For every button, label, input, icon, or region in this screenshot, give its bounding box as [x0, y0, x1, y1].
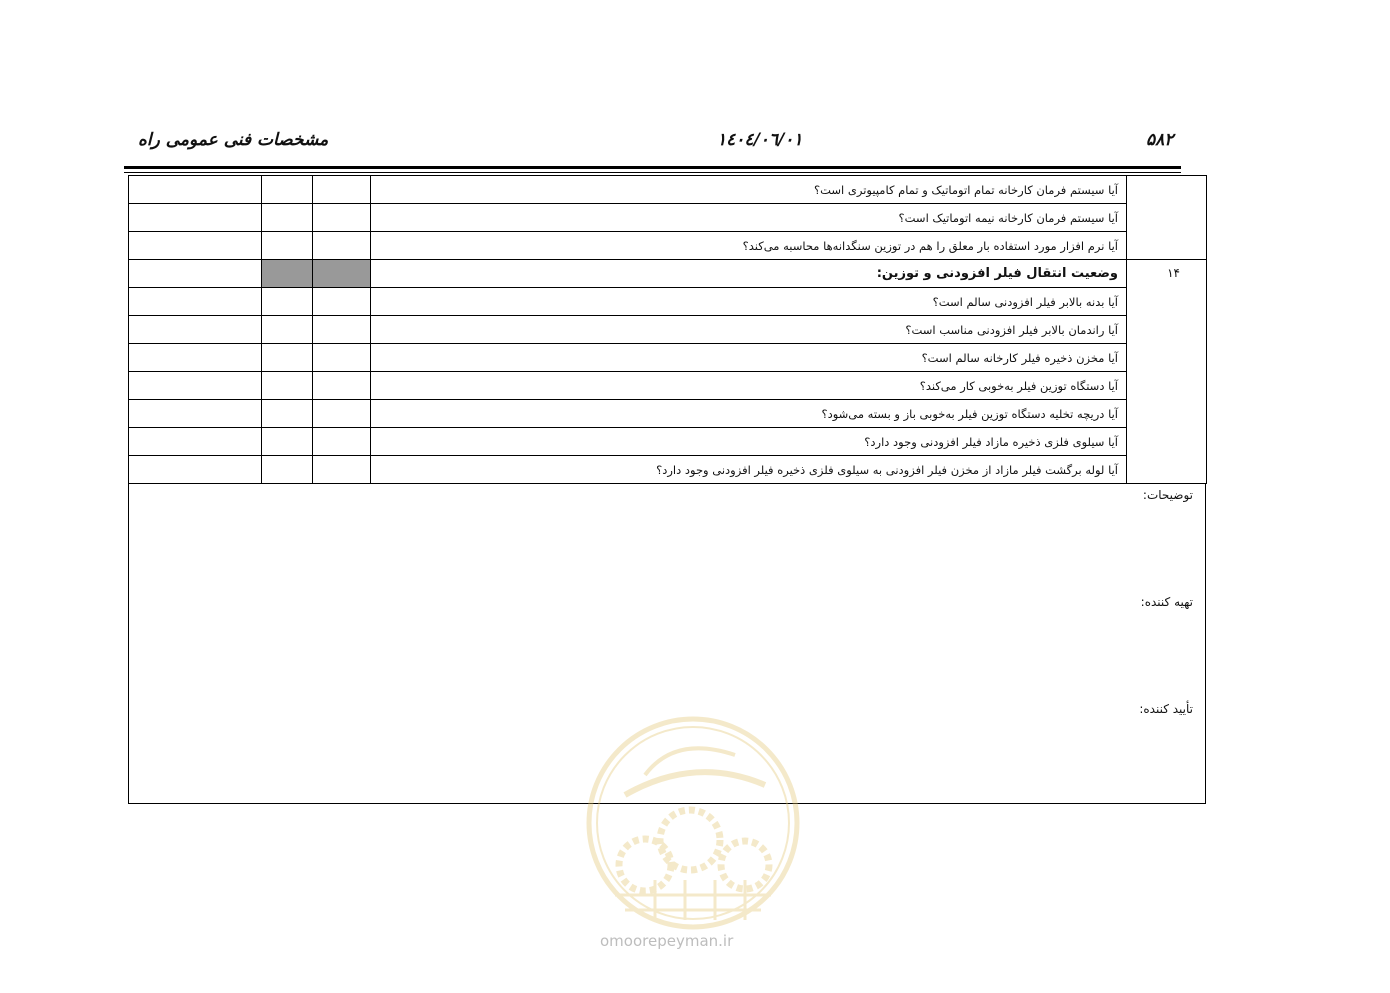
check-cell-no: [262, 428, 313, 456]
section-heading: وضعیت انتقال فیلر افزودنی و توزین:: [371, 260, 1127, 288]
approved-by-label: تأیید کننده:: [1139, 702, 1193, 716]
remarks-cell: [129, 316, 262, 344]
check-cell-no: [262, 456, 313, 484]
question-text: آیا لوله برگشت فیلر مازاد از مخزن فیلر افزودنی به سیلوی فلزی ذخیره فیلر افزودنی وجود دارد؟: [371, 456, 1127, 484]
check-cell-no: [262, 260, 313, 288]
remarks-cell: [129, 288, 262, 316]
table-row: [129, 428, 1207, 456]
table-row: [129, 316, 1207, 344]
book-title: مشخصات فنی عمومی راه: [138, 130, 329, 150]
question-text: آیا سیستم فرمان کارخانه نیمه اتوماتیک است؟: [371, 204, 1127, 232]
check-cell-no: [262, 204, 313, 232]
remarks-cell: [129, 176, 262, 204]
check-cell-yes: [313, 260, 371, 288]
question-text: آیا مخزن ذخیره فیلر کارخانه سالم است؟: [371, 344, 1127, 372]
page-number: ۵۸۲: [1146, 130, 1174, 150]
table-row: [129, 456, 1207, 484]
checklist-table: [128, 175, 1207, 484]
check-cell-yes: [313, 176, 371, 204]
prepared-by-label: تهیه کننده:: [1140, 595, 1193, 609]
check-cell-no: [262, 232, 313, 260]
check-cell-yes: [313, 344, 371, 372]
remarks-cell: [129, 456, 262, 484]
table-row: [129, 204, 1207, 232]
check-cell-no: [262, 344, 313, 372]
check-cell-no: [262, 176, 313, 204]
check-cell-no: [262, 316, 313, 344]
document-date: ۱٤۰٤/۰٦/۰۱: [717, 130, 803, 150]
check-cell-yes: [313, 400, 371, 428]
question-text: آیا دستگاه توزین فیلر به‌خوبی کار می‌کند؟: [371, 372, 1127, 400]
check-cell-no: [262, 288, 313, 316]
header-rule-thick: [124, 166, 1181, 169]
table-row: [129, 260, 1207, 288]
check-cell-yes: [313, 288, 371, 316]
header-rule-thin: [124, 172, 1181, 173]
item-number-cell: ۱۴: [1127, 260, 1207, 484]
check-cell-yes: [313, 428, 371, 456]
item-number-cell: [1127, 176, 1207, 260]
check-cell-yes: [313, 372, 371, 400]
watermark-site: omoorepeyman.ir: [600, 932, 734, 950]
remarks-cell: [129, 204, 262, 232]
question-text: آیا راندمان بالابر فیلر افزودنی مناسب است؟: [371, 316, 1127, 344]
question-text: آیا سیستم فرمان کارخانه تمام اتوماتیک و تمام کامپیوتری است؟: [371, 176, 1127, 204]
table-row: [129, 288, 1207, 316]
remarks-cell: [129, 232, 262, 260]
question-text: آیا بدنه بالابر فیلر افزودنی سالم است؟: [371, 288, 1127, 316]
question-text: آیا سیلوی فلزی ذخیره مازاد فیلر افزودنی وجود دارد؟: [371, 428, 1127, 456]
remarks-cell: [129, 344, 262, 372]
remarks-cell: [129, 400, 262, 428]
remarks-cell: [129, 260, 262, 288]
check-cell-yes: [313, 456, 371, 484]
table-row: [129, 176, 1207, 204]
notes-label: توضیحات:: [1142, 488, 1193, 502]
remarks-cell: [129, 372, 262, 400]
table-row: [129, 232, 1207, 260]
check-cell-yes: [313, 204, 371, 232]
remarks-cell: [129, 428, 262, 456]
watermark-seal-icon: [585, 715, 801, 931]
table-row: [129, 372, 1207, 400]
check-cell-yes: [313, 232, 371, 260]
question-text: آیا دریچه تخلیه دستگاه توزین فیلر به‌خوبی باز و بسته می‌شود؟: [371, 400, 1127, 428]
check-cell-yes: [313, 316, 371, 344]
table-row: [129, 344, 1207, 372]
question-text: آیا نرم افزار مورد استفاده بار معلق را هم در توزین سنگدانه‌ها محاسبه می‌کند؟: [371, 232, 1127, 260]
check-cell-no: [262, 400, 313, 428]
table-row: [129, 400, 1207, 428]
check-cell-no: [262, 372, 313, 400]
